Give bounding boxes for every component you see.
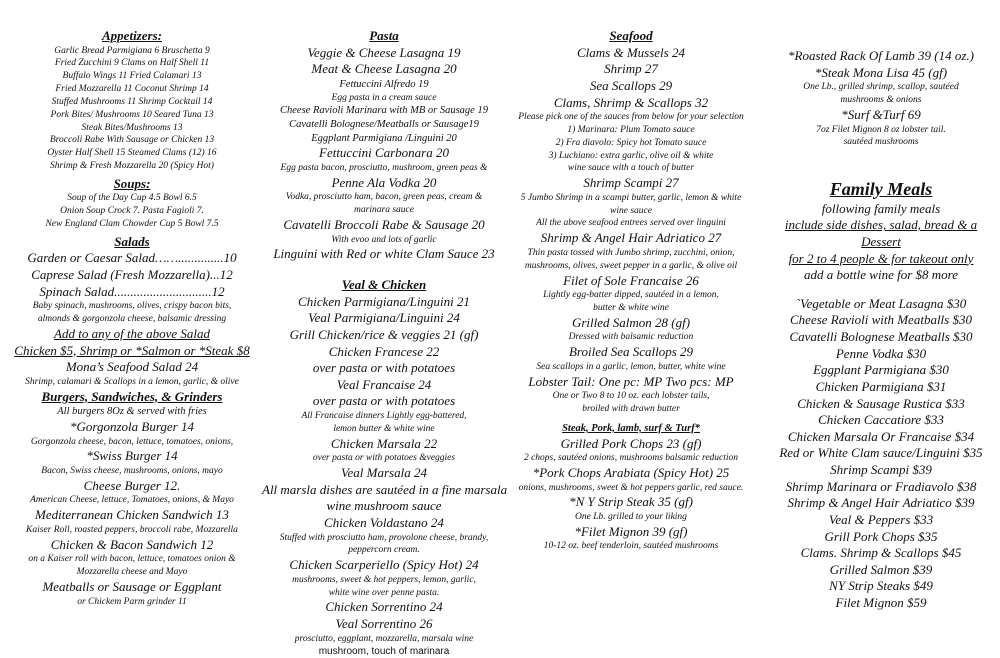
veal-chicken-item: prosciutto, eggplant, mozzarella, marsala wine	[262, 633, 506, 646]
seafood-item: Please pick one of the sauces from below for your selection	[508, 111, 754, 124]
special-item: sautéed mushrooms	[768, 136, 994, 149]
salad-description: Baby spinach, mushrooms, olives, crispy bacon bits,	[8, 300, 256, 313]
family-meal-item: `Vegetable or Meat Lasagna $30	[768, 296, 994, 313]
spinach-desc	[8, 300, 256, 326]
appetizer-line: Oyster Half Shell 15 Steamed Clams (12) 16	[8, 147, 256, 160]
family-meals-heading: Family Meals	[768, 179, 994, 201]
veal-chicken-item: over pasta or with potatoes	[262, 360, 506, 377]
add-salad-note: Add to any of the above Salad	[8, 326, 256, 343]
seafood-item: Shrimp Scampi 27	[508, 175, 754, 192]
family-meal-item: Eggplant Parmigiana $30	[768, 362, 994, 379]
veal-chicken-item: mushroom, touch of marinara	[262, 646, 506, 658]
pasta-item: marinara sauce	[262, 204, 506, 217]
seafood-item: Clams & Mussels 24	[508, 45, 754, 62]
menu-item-desc: Mozzarella cheese and Mayo	[8, 566, 256, 579]
family-meal-item: Chicken Marsala Or Francaise $34	[768, 429, 994, 446]
seafood-item: butter & white wine	[508, 302, 754, 315]
family-meal-item: Shrimp Scampi $39	[768, 462, 994, 479]
pasta-heading: Pasta	[262, 28, 506, 45]
steak-item: *Filet Mignon 39 (gf)	[508, 524, 754, 541]
veal-chicken-item: Chicken Voldastano 24	[262, 515, 506, 532]
pasta-item: Linguini with Red or white Clam Sauce 23	[262, 246, 506, 263]
steak-item: One Lb. grilled to your liking	[508, 511, 754, 524]
appetizer-list	[8, 45, 256, 173]
salads-heading: Salads	[8, 234, 256, 251]
family-meal-item: NY Strip Steaks $49	[768, 578, 994, 595]
appetizer-line: Garlic Bread Parmigiana 6 Bruschetta 9	[8, 45, 256, 58]
veal-chicken-item: Veal Francaise 24	[262, 377, 506, 394]
family-meal-item: Chicken Parmigiana $31	[768, 379, 994, 396]
pasta-item: Cheese Ravioli Marinara with MB or Sausage 19	[262, 104, 506, 118]
column-pasta-veal	[262, 28, 506, 658]
menu-item-desc: Bacon, Swiss cheese, mushrooms, onions, mayo	[8, 465, 256, 478]
soup-line: Onion Soup Crock 7. Pasta Fagioli 7.	[8, 205, 256, 218]
menu-item-desc: Kaiser Roll, roasted peppers, broccoli rabe, Mozzarella	[8, 524, 256, 537]
menu-item-name: Meatballs or Sausage or Eggplant	[8, 579, 256, 596]
veal-chicken-item: Grill Chicken/rice & veggies 21 (gf)	[262, 327, 506, 344]
steak-item: 2 chops, sautéed onions, mushrooms balsamic reduction	[508, 452, 754, 465]
pasta-item: Fettuccini Alfredo 19	[262, 78, 506, 92]
veal-chicken-item: Chicken Francese 22	[262, 344, 506, 361]
veal-chicken-item: All marsla dishes are sautéed in a fine marsala	[262, 482, 506, 499]
family-meal-item: Cheese Ravioli with Meatballs $30	[768, 312, 994, 329]
family-meal-item: Red or White Clam sauce/Linguini $35	[768, 445, 994, 462]
steak-item: onions, mushrooms, sweet & hot peppers garlic, red sauce.	[508, 482, 754, 495]
appetizer-line: Pork Bites/ Mushrooms 10 Seared Tuna 13	[8, 109, 256, 122]
family-intro-line: following family meals	[768, 201, 994, 218]
menu-item-name: Chicken & Bacon Sandwich 12	[8, 537, 256, 554]
special-item: *Roasted Rack Of Lamb 39 (14 oz.)	[768, 48, 994, 65]
family-meal-item: Filet Mignon $59	[768, 595, 994, 612]
seafood-item: Shrimp & Angel Hair Adriatico 27	[508, 230, 754, 247]
seafood-item: mushrooms, olives, sweet pepper in a garlic, & olive oil	[508, 260, 754, 273]
veal-chicken-item: Veal Sorrentino 26	[262, 616, 506, 633]
pasta-item: Vodka, prosciutto ham, bacon, green peas, cream &	[262, 191, 506, 204]
burgers-note: All burgers 8Oz & served with fries	[8, 405, 256, 419]
steak-heading: Steak, Pork, lamb, surf & Turf*	[508, 422, 754, 436]
salad-line: Caprese Salad (Fresh Mozzarella)...12	[8, 267, 256, 284]
pasta-list	[262, 45, 506, 263]
steak-list	[508, 436, 754, 554]
veal-chicken-item: lemon butter & white wine	[262, 423, 506, 436]
veal-chicken-item: Veal Marsala 24	[262, 465, 506, 482]
family-meal-item: Shrimp Marinara or Fradiavolo $38	[768, 479, 994, 496]
pasta-item: Veggie & Cheese Lasagna 19	[262, 45, 506, 62]
seafood-list	[508, 45, 754, 416]
special-item: *Surf &Turf 69	[768, 107, 994, 124]
menu-item-desc: American Cheese, lettuce, Tomatoes, onions, & Mayo	[8, 494, 256, 507]
seafood-item: One or Two 8 to 10 oz. each lobster tails,	[508, 390, 754, 403]
veal-chicken-item: Stuffed with prosciutto ham, provolone cheese, brandy,	[262, 532, 506, 545]
pasta-item: Cavatelli Bolognese/Meatballs or Sausage19	[262, 118, 506, 132]
family-meal-item: Grill Pork Chops $35	[768, 529, 994, 546]
special-item: mushrooms & onions	[768, 94, 994, 107]
veal-chicken-item: white wine over penne pasta.	[262, 587, 506, 600]
appetizer-line: Fried Zucchini 9 Clams on Half Shell 11	[8, 57, 256, 70]
salad-list	[8, 250, 256, 300]
seafood-item: Lobster Tail: One pc: MP Two pcs: MP	[508, 374, 754, 391]
salad-line: Spinach Salad..............................12	[8, 284, 256, 301]
specials-list	[768, 48, 994, 149]
veal-chicken-item: peppercorn cream.	[262, 544, 506, 557]
seafood-item: All the above seafood entrees served over linguini	[508, 217, 754, 230]
appetizer-line: Buffalo Wings 11 Fried Calamari 13	[8, 70, 256, 83]
family-meal-item: Penne Vodka $30	[768, 346, 994, 363]
menu-item-desc: or Chickem Parm grinder 11	[8, 596, 256, 609]
appetizer-line: Broccoli Rabe With Sausage or Chicken 13	[8, 134, 256, 147]
family-intro-line: include side dishes, salad, bread & a	[768, 217, 994, 234]
seafood-item: 1) Marinara: Plum Tomato sauce	[508, 124, 754, 137]
seafood-item: Grilled Salmon 28 (gf)	[508, 315, 754, 332]
soup-list	[8, 192, 256, 230]
veal-chicken-item: Chicken Scarperiello (Spicy Hot) 24	[262, 557, 506, 574]
menu-item-name: Mediterranean Chicken Sandwich 13	[8, 507, 256, 524]
family-meal-item: Chicken & Sausage Rustica $33	[768, 396, 994, 413]
soup-line: New England Clam Chowder Cup 5 Bowl 7.5	[8, 218, 256, 231]
appetizer-line: Fried Mozzarella 11 Coconut Shrimp 14	[8, 83, 256, 96]
veal-chicken-item: mushrooms, sweet & hot peppers, lemon, garlic,	[262, 574, 506, 587]
seafood-item: Dressed with balsamic reduction	[508, 331, 754, 344]
veal-chicken-item: Chicken Parmigiana/Linguini 21	[262, 294, 506, 311]
column-appetizers	[8, 28, 256, 608]
menu-item-name: *Swiss Burger 14	[8, 448, 256, 465]
monas-salad-desc: Shrimp, calamari & Scallops in a lemon, garlic, & olive	[8, 376, 256, 389]
column-seafood-steak	[508, 28, 754, 553]
family-meal-item: Shrimp & Angel Hair Adriatico $39	[768, 495, 994, 512]
family-meal-item: Clams. Shrimp & Scallops $45	[768, 545, 994, 562]
family-meal-item: Grilled Salmon $39	[768, 562, 994, 579]
menu-item-name: *Gorgonzola Burger 14	[8, 419, 256, 436]
seafood-item: 2) Fra diavolo: Spicy hot Tomato sauce	[508, 137, 754, 150]
burgers-heading: Burgers, Sandwiches, & Grinders	[8, 389, 256, 406]
special-item: 7oz Filet Mignon 8 oz lobster tail.	[768, 124, 994, 137]
pasta-item: With evoo and lots of garlic	[262, 234, 506, 247]
family-intro-line: add a bottle wine for $8 more	[768, 267, 994, 284]
salad-description: almonds & gorgonzola cheese, balsamic dressing	[8, 313, 256, 326]
steak-item: Grilled Pork Chops 23 (gf)	[508, 436, 754, 453]
steak-item: 10-12 oz. beef tenderloin, sautéed mushrooms	[508, 540, 754, 553]
pasta-item: Eggplant Parmigiana /Linguini 20	[262, 132, 506, 146]
appetizer-line: Stuffed Mushrooms 11 Shrimp Cocktail 14	[8, 96, 256, 109]
add-salad-options: Chicken $5, Shrimp or *Salmon or *Steak $8	[8, 343, 256, 360]
seafood-item: Sea scallops in a garlic, lemon, butter, white wine	[508, 361, 754, 374]
appetizers-heading: Appetizers:	[8, 28, 256, 45]
veal-chicken-item: wine mushroom sauce	[262, 498, 506, 515]
seafood-item: 3) Luchiano: extra garlic, olive oil & white	[508, 150, 754, 163]
veal-chicken-list	[262, 294, 506, 658]
appetizer-line: Steak Bites/Mushrooms 13	[8, 122, 256, 135]
menu-item-desc: Gorgonzola cheese, bacon, lettuce, tomatoes, onions,	[8, 436, 256, 449]
special-item: One Lb., grilled shrimp, scallop, sautéed	[768, 81, 994, 94]
special-item: *Steak Mona Lisa 45 (gf)	[768, 65, 994, 82]
seafood-item: 5 Jumbo Shrimp in a scampi butter, garlic, lemon & white	[508, 192, 754, 205]
family-intro	[768, 201, 994, 284]
pasta-item: Cavatelli Broccoli Rabe & Sausage 20	[262, 217, 506, 234]
appetizer-line: Shrimp & Fresh Mozzarella 20 (Spicy Hot)	[8, 160, 256, 173]
veal-chicken-item: Chicken Sorrentino 24	[262, 599, 506, 616]
pasta-item: Egg pasta bacon, prosciutto, mushroom, green peas &	[262, 162, 506, 175]
family-meal-list	[768, 296, 994, 612]
pasta-item: Penne Ala Vodka 20	[262, 175, 506, 192]
burger-items	[8, 419, 256, 608]
veal-chicken-item: All Francaise dinners Lightly egg-battered,	[262, 410, 506, 423]
pasta-item: Egg pasta in a cream sauce	[262, 92, 506, 105]
veal-chicken-item: Veal Parmigiana/Linguini 24	[262, 310, 506, 327]
veal-chicken-heading: Veal & Chicken	[262, 277, 506, 294]
seafood-item: Clams, Shrimp & Scallops 32	[508, 95, 754, 112]
menu-item-desc: on a Kaiser roll with bacon, lettuce, tomatoes onion &	[8, 553, 256, 566]
seafood-item: Thin pasta tossed with Jumbo shrimp, zucchini, onion,	[508, 247, 754, 260]
monas-salad: Mona’s Seafood Salad 24	[8, 359, 256, 376]
seafood-item: Sea Scallops 29	[508, 78, 754, 95]
family-meal-item: Cavatelli Bolognese Meatballs $30	[768, 329, 994, 346]
seafood-heading: Seafood	[508, 28, 754, 45]
soup-line: Soup of the Day Cup 4.5 Bowl 6.5	[8, 192, 256, 205]
soups-heading: Soups:	[8, 176, 256, 193]
pasta-item: Meat & Cheese Lasagna 20	[262, 61, 506, 78]
seafood-item: Shrimp 27	[508, 61, 754, 78]
steak-item: *N Y Strip Steak 35 (gf)	[508, 494, 754, 511]
seafood-item: broiled with drawn butter	[508, 403, 754, 416]
seafood-item: wine sauce	[508, 205, 754, 218]
veal-chicken-item: over pasta or with potatoes	[262, 393, 506, 410]
seafood-item: Lightly egg-batter dipped, sautéed in a lemon,	[508, 289, 754, 302]
steak-item: *Pork Chops Arabiata (Spicy Hot) 25	[508, 465, 754, 482]
seafood-item: Filet of Sole Francaise 26	[508, 273, 754, 290]
veal-chicken-item: over pasta or with potatoes &veggies	[262, 452, 506, 465]
column-specials-family	[768, 48, 994, 612]
family-intro-line: Dessert	[768, 234, 994, 251]
pasta-item: Fettuccini Carbonara 20	[262, 145, 506, 162]
family-meal-item: Veal & Peppers $33	[768, 512, 994, 529]
seafood-item: Broiled Sea Scallops 29	[508, 344, 754, 361]
menu-item-name: Cheese Burger 12.	[8, 478, 256, 495]
family-intro-line: for 2 to 4 people & for takeout only	[768, 251, 994, 268]
seafood-item: wine sauce with a touch of butter	[508, 162, 754, 175]
salad-line: Garden or Caesar Salad……..............10	[8, 250, 256, 267]
veal-chicken-item: Chicken Marsala 22	[262, 436, 506, 453]
family-meal-item: Chicken Caccatiore $33	[768, 412, 994, 429]
